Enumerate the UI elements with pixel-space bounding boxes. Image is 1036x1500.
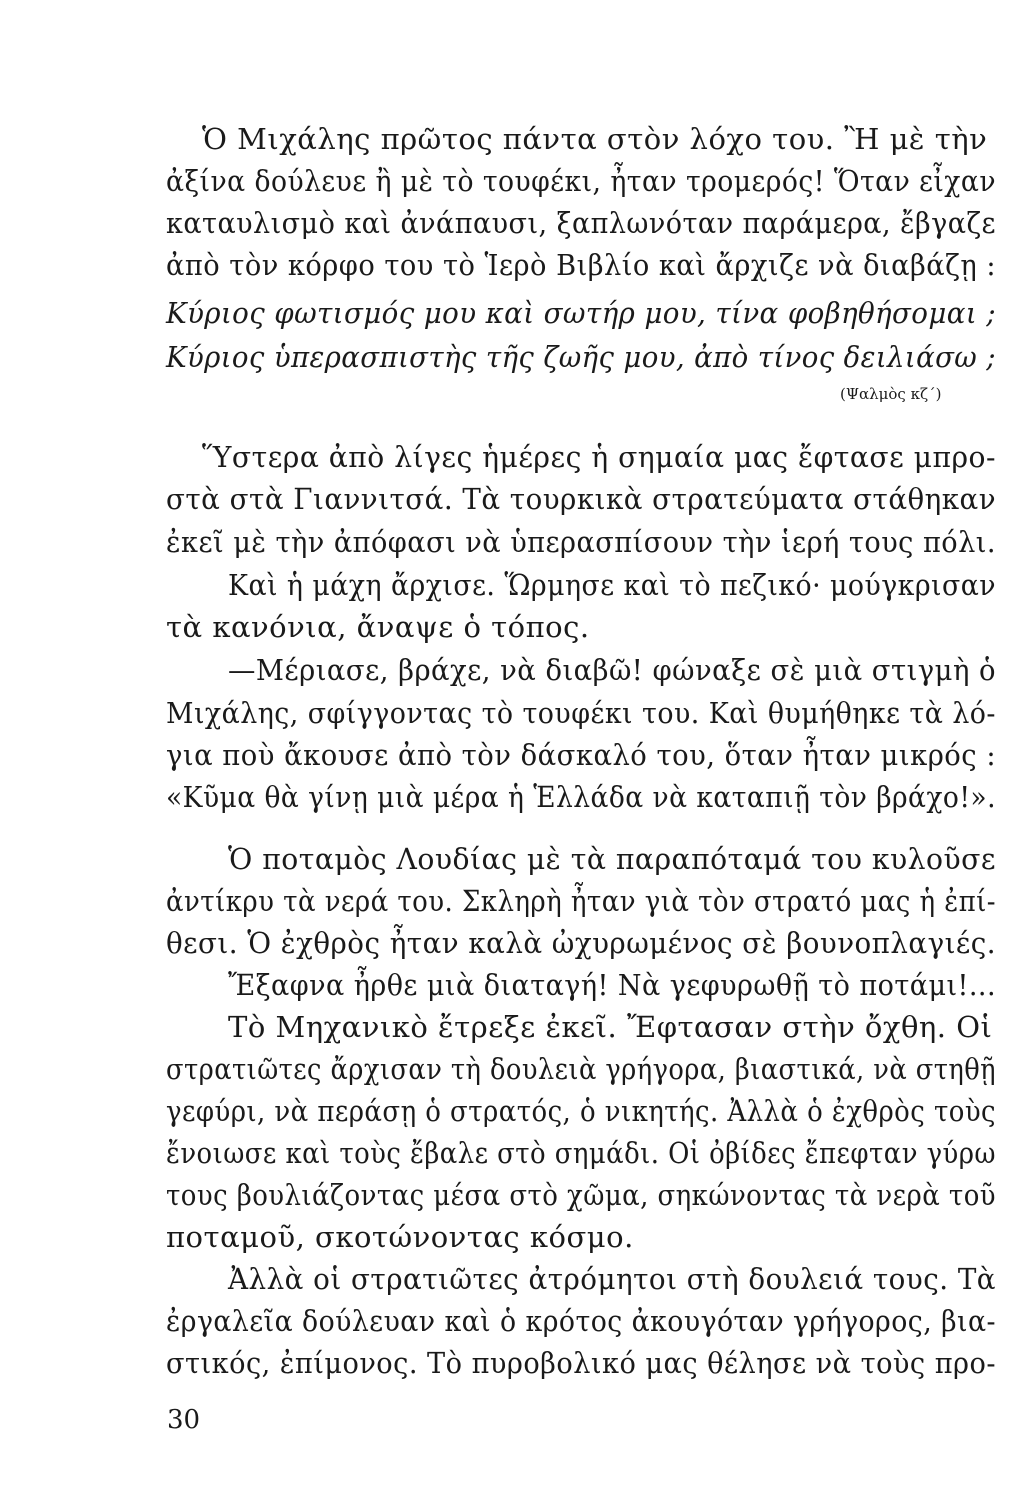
text-line: ἐκεῖ μὲ τὴν ἀπόφασι νὰ ὑπερασπίσουν τὴν ἱερή τους πόλι. — [166, 525, 997, 559]
text-line: ποταμοῦ, σκοτώνοντας κόσμο. — [166, 1220, 634, 1254]
text-line: Ὕστερα ἀπὸ λίγες ἡμέρες ἡ σημαία μας ἔφτασε μπρο- — [202, 440, 996, 474]
text-line: —Μέριασε, βράχε, νὰ διαβῶ! φώναξε σὲ μιὰ στιγμὴ ὁ — [228, 653, 997, 687]
text-line: στρατιῶτες ἄρχισαν τὴ δουλειὰ γρήγορα, βιαστικά, νὰ στηθῇ — [166, 1052, 997, 1086]
text-line: ἀντίκρυ τὰ νερά του. Σκληρὴ ἦταν γιὰ τὸν στρατό μας ἡ ἐπί- — [166, 884, 997, 918]
text-line: ἐργαλεῖα δούλευαν καὶ ὁ κρότος ἀκουγόταν γρήγορος, βια- — [166, 1304, 997, 1338]
psalm-citation: (Ψαλμὸς κζ΄) — [840, 385, 942, 403]
text-line: ἀπὸ τὸν κόρφο του τὸ Ἱερὸ Βιβλίο καὶ ἄρχιζε νὰ διαβάζῃ : — [166, 248, 996, 282]
psalm-line: Κύριος φωτισμός μου καὶ σωτήρ μου, τίνα φοβηθήσομαι ; — [166, 296, 996, 330]
text-line: Μιχάλης, σφίγγοντας τὸ τουφέκι του. Καὶ θυμήθηκε τὰ λό- — [166, 696, 996, 730]
text-line: θεσι. Ὁ ἐχθρὸς ἦταν καλὰ ὠχυρωμένος σὲ βουνοπλαγιές. — [166, 926, 997, 960]
text-line: τους βουλιάζοντας μέσα στὸ χῶμα, σηκώνοντας τὰ νερὰ τοῦ — [166, 1178, 997, 1212]
text-line: Ἔξαφνα ἦρθε μιὰ διαταγή! Νὰ γεφυρωθῇ τὸ ποτάμι!... — [228, 968, 997, 1002]
text-line: τὰ κανόνια, ἄναψε ὁ τόπος. — [166, 610, 590, 644]
text-line: Ἀλλὰ οἱ στρατιῶτες ἀτρόμητοι στὴ δουλειά τους. Τὰ — [228, 1262, 997, 1296]
text-line: καταυλισμὸ καὶ ἀνάπαυσι, ξαπλωνόταν παράμερα, ἔβγαζε — [166, 206, 997, 240]
text-line: ἔνοιωσε καὶ τοὺς ἔβαλε στὸ σημάδι. Οἱ ὀβίδες ἔπεφταν γύρω — [166, 1136, 996, 1170]
text-line: Ὁ ποταμὸς Λουδίας μὲ τὰ παραπόταμά του κυλοῦσε — [228, 842, 997, 876]
text-line: γεφύρι, νὰ περάσῃ ὁ στρατός, ὁ νικητής. Ἀλλὰ ὁ ἐχθρὸς τοὺς — [166, 1094, 997, 1128]
text-line: στὰ στὰ Γιαννιτσά. Τὰ τουρκικὰ στρατεύματα στάθηκαν — [166, 482, 997, 516]
text-line: Τὸ Μηχανικὸ ἔτρεξε ἐκεῖ. Ἔφτασαν στὴν ὄχθη. Οἱ — [228, 1010, 993, 1044]
text-line: στικός, ἐπίμονος. Τὸ πυροβολικό μας θέλησε νὰ τοὺς προ- — [166, 1346, 996, 1380]
text-line: Ὁ Μιχάλης πρῶτος πάντα στὸν λόχο του. Ἢ μὲ τὴν — [202, 122, 988, 156]
text-line: «Κῦμα θὰ γίνῃ μιὰ μέρα ἡ Ἑλλάδα νὰ καταπιῇ τὸν βράχο!». — [166, 780, 997, 814]
text-line: για ποὺ ἄκουσε ἀπὸ τὸν δάσκαλό του, ὅταν ἦταν μικρός : — [166, 738, 997, 772]
page-number: 30 — [167, 1405, 201, 1435]
text-line: ἀξίνα δούλευε ἢ μὲ τὸ τουφέκι, ἦταν τρομερός! Ὅταν εἶχαν — [166, 164, 996, 198]
text-line: Καὶ ἡ μάχη ἄρχισε. Ὥρμησε καὶ τὸ πεζικό· μούγκρισαν — [228, 568, 997, 602]
psalm-line: Κύριος ὑπερασπιστὴς τῆς ζωῆς μου, ἀπὸ τίνος δειλιάσω ; — [166, 340, 996, 374]
